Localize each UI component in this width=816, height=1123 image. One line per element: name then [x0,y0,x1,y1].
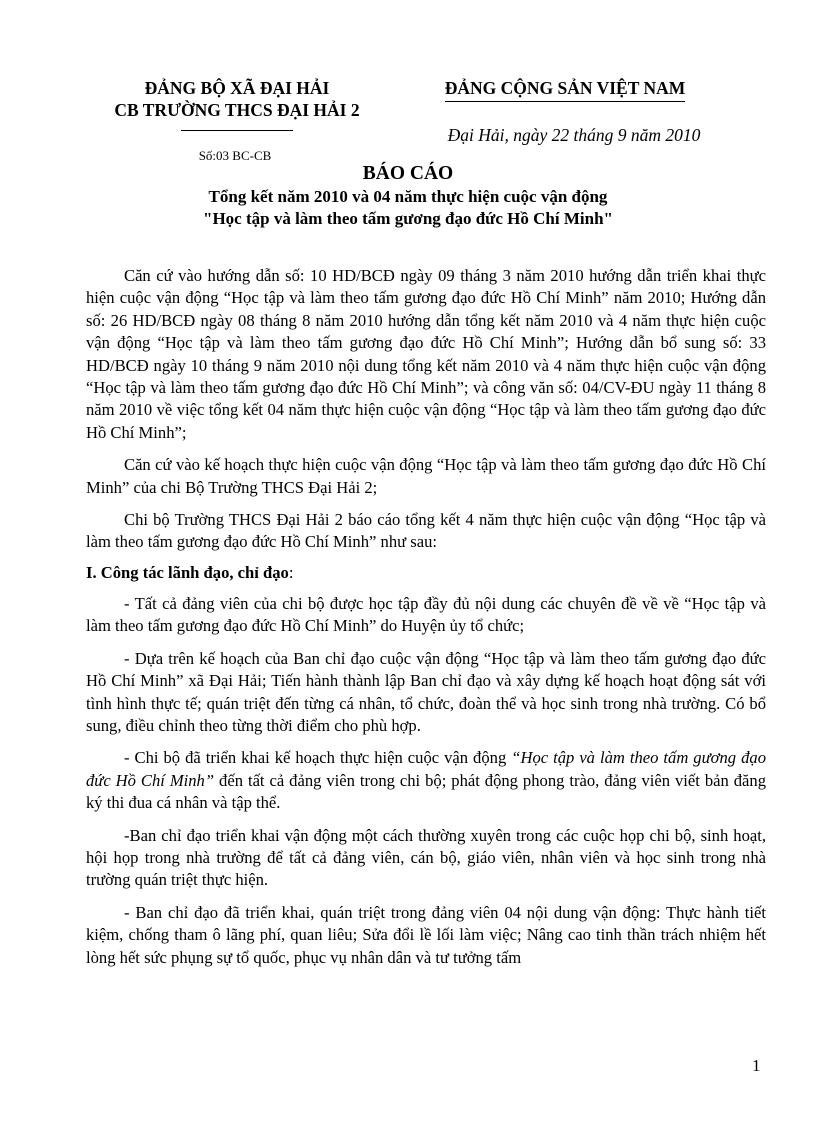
party-committee-name: ĐẢNG BỘ XÃ ĐẠI HẢI [144,78,330,98]
list-item-text: - Chi bộ đã triển khai kế hoạch thực hiện cuộc vận động [124,748,512,768]
party-name: ĐẢNG CỘNG SẢN VIỆT NAM [445,77,686,102]
section-heading-colon: : [288,562,294,582]
report-subtitle-line1: Tổng kết năm 2010 và 04 năm thực hiện cuộc vận động [208,187,608,206]
paragraph-basis-guidelines: Căn cứ vào hướng dẫn số: 10 HD/BCĐ ngày 09 tháng 3 năm 2010 hướng dẫn triển khai thực hiện cuộc vận động “Học tập và làm theo tấm gương đạo đức Hồ Chí Minh” năm 2010; Hướng dẫn số: 26 HD/BCĐ ngày 08 tháng 8 năm 2010 hướng dẫn tổng kết năm 2010 và 4 năm thực hiện cuộc vận động “Học tập và làm theo tấm gương đạo đức Hồ Chí Minh”; Hướng dẫn bổ sung số: 33 HD/BCĐ ngày 10 tháng 9 năm 2010 nội dung tổng kết năm 2010 và 4 năm thực hiện cuộc vận động “Học tập và làm theo tấm gương đạo đức Hồ Chí Minh”; và công văn số: 04/CV-ĐU ngày 11 tháng 8 năm 2010 về việc tổng kết 04 năm thực hiện cuộc vận động “Học tập và làm theo tấm gương đạo đức Hồ Chí Minh”; [86,266,766,442]
report-body [86,265,766,969]
section-heading [86,562,766,584]
paragraph-report-intro: Chi bộ Trường THCS Đại Hải 2 báo cáo tổng kết 4 năm thực hiện cuộc vận động “Học tập và làm theo tấm gương đạo đức Hồ Chí Minh” như sau: [86,510,766,552]
left-header-block [92,77,382,167]
list-item: - Tất cả đảng viên của chi bộ được học tập đầy đủ nội dung các chuyên đề về về “Học tập và làm theo tấm gương đạo đức Hồ Chí Minh” do Huyện ủy tổ chức; [86,593,766,636]
campaign-name-italic: “Học tập và làm theo tấm gương đạo đức Hồ Chí Minh” [86,748,766,790]
report-title: BÁO CÁO [362,163,454,184]
list-item: - Ban chỉ đạo đã triển khai, quán triệt trong đảng viên 04 nội dung vận động: Thực hành tiết kiệm, chống tham ô lãng phí, quan liêu; Sửa đổi lề lối làm việc; Nâng cao tinh thần trách nhiệm hết lòng hết sức phụng sự tổ quốc, phục vụ nhân dân và tư tưởng tấm [86,902,766,967]
page-number: 1 [752,1056,761,1075]
header-divider [181,130,293,131]
document-number: Số:03 BC-CB [198,148,272,163]
list-item: - Dựa trên kế hoạch của Ban chỉ đạo cuộc vận động “Học tập và làm theo tấm gương đạo đức Hồ Chí Minh” xã Đại Hải; Tiến hành thành lập Ban chỉ đạo và xây dựng kế hoạch hoạt động sát với tình hình thực tế; quán triệt đến từng cá nhân, tổ chức, đoàn thể và học sinh trong nhà trường. Có bổ sung, điều chỉnh theo từng thời điểm cho phù hợp. [86,648,766,735]
report-subtitle-line2: "Học tập và làm theo tấm gương đạo đức Hồ Chí Minh" [203,209,613,228]
list-item [86,747,766,814]
list-item-text: đến tất cả đảng viên trong chi bộ; phát động phong trào, đảng viên viết bản đăng ký thi đua cá nhân và tập thể. [86,770,766,813]
right-header-block [420,77,710,146]
section-heading-text: I. Công tác lãnh đạo, chỉ đạo [86,562,289,582]
list-item: -Ban chỉ đạo triển khai vận động một cách thường xuyên trong các cuộc họp chi bộ, sinh hoạt, hội họp trong nhà trường để tất cả đảng viên, cán bộ, giáo viên, nhân viên và học sinh trong nhà trường quán triệt thực hiện. [86,825,766,890]
school-cell-name: CB TRƯỜNG THCS ĐẠI HẢI 2 [114,100,360,120]
report-title-block [0,162,816,230]
document-date: Đại Hải, ngày 22 tháng 9 năm 2010 [447,125,701,145]
paragraph-basis-plan: Căn cứ vào kế hoạch thực hiện cuộc vận động “Học tập và làm theo tấm gương đạo đức Hồ Chí Minh” của chi Bộ Trường THCS Đại Hải 2; [86,455,766,497]
